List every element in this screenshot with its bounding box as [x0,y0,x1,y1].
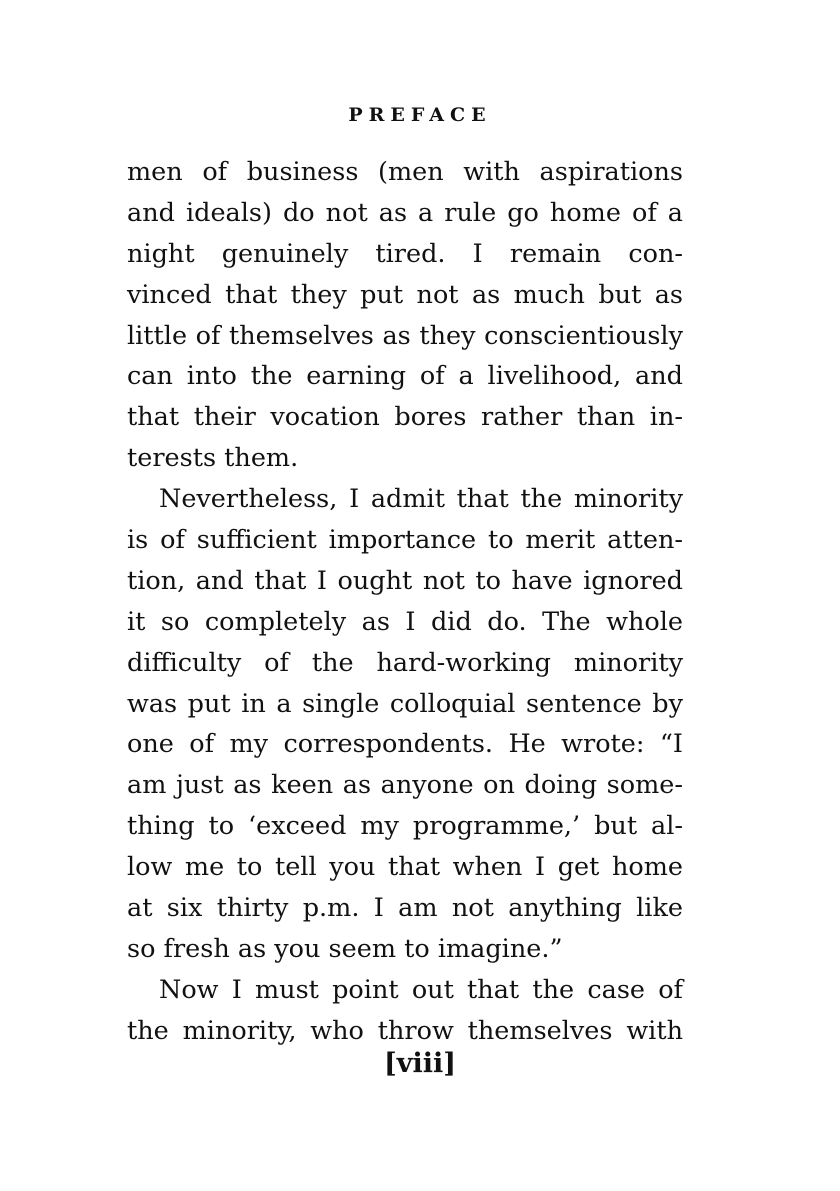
text-line: can into the earning of a livelihood, and [127,361,683,392]
text-line: the minority, who throw themselves with [127,1015,683,1046]
text-line: men of business (men with aspirations [127,157,683,187]
text-line: little of themselves as they conscientiously [127,320,683,351]
paragraph-first-line: Now I must point out that the case of [159,974,683,1005]
text-line: was put in a single colloquial sentence by [127,688,683,719]
text-line: am just as keen as anyone on doing some- [127,770,683,801]
text-line: it so completely as I did do. The whole [127,606,683,637]
paragraph-last-line: terests them. [127,443,299,474]
text-line: thing to ‘exceed my programme,’ but al- [127,811,683,842]
text-line: at six thirty p.m. I am not anything like [127,893,683,924]
running-head: PREFACE [348,104,492,126]
text-line: tion, and that I ought not to have ignored [127,565,683,596]
text-line: one of my correspondents. He wrote: “I [127,729,683,760]
text-line: night genuinely tired. I remain con- [127,238,683,269]
text-line: is of sufficient importance to merit atten- [127,525,683,556]
text-line: low me to tell you that when I get home [127,852,683,883]
paragraph-last-line: so fresh as you seem to imagine.” [127,933,563,964]
text-line: difficulty of the hard-working minority [127,647,683,678]
text-line: that their vocation bores rather than in- [127,402,683,433]
body-text [127,152,683,1052]
text-line: and ideals) do not as a rule go home of a [127,197,683,228]
text-line: vinced that they put not as much but as [127,279,683,310]
page-number: [viii] [383,1048,456,1079]
paragraph-first-line: Nevertheless, I admit that the minority [159,484,683,515]
